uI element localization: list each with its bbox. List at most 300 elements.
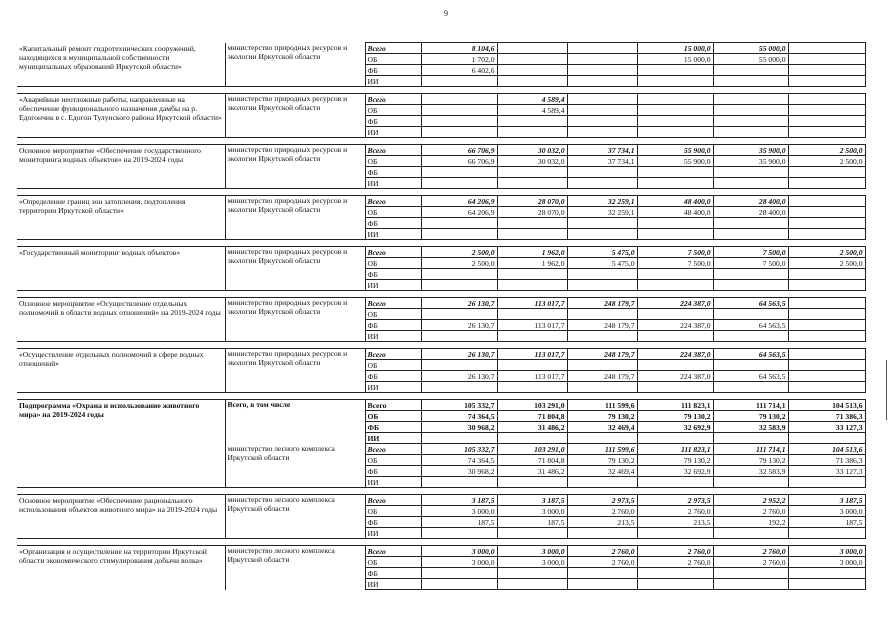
amount-cell: 30 968,2: [421, 466, 497, 477]
amount-cell: [713, 309, 788, 320]
funding-source: ФБ: [365, 269, 421, 280]
activity-name: [17, 444, 225, 488]
amount-cell: 55 900,0: [637, 156, 713, 167]
amount-cell: [788, 320, 865, 331]
funding-source: ФБ: [365, 517, 421, 528]
amount-cell: 66 706,9: [421, 156, 497, 167]
amount-cell: [497, 269, 567, 280]
amount-cell: [497, 568, 567, 579]
amount-cell: 2 500,0: [788, 247, 865, 258]
responsible-executor: министерство природных ресурсов и экологии Иркутской области: [225, 349, 365, 393]
amount-cell: 32 692,9: [637, 466, 713, 477]
amount-cell: [567, 94, 637, 105]
amount-cell: 8 104,6: [421, 43, 497, 54]
amount-cell: [497, 433, 567, 444]
amount-cell: [637, 178, 713, 189]
amount-cell: 64 563,5: [713, 371, 788, 382]
amount-cell: [788, 579, 865, 590]
amount-cell: [567, 43, 637, 54]
table-row: [17, 94, 865, 105]
amount-cell: [788, 167, 865, 178]
activity-name: «Капитальный ремонт гидротехнических сооружений, находящихся в муниципальной собственности муниципальных образований Иркутской области»: [19, 43, 196, 71]
amount-cell: 71 804,8: [497, 411, 567, 422]
amount-cell: [788, 568, 865, 579]
amount-cell: [788, 207, 865, 218]
amount-cell: [713, 94, 788, 105]
funding-source: ОБ: [365, 411, 421, 422]
amount-cell: [637, 280, 713, 291]
amount-cell: [497, 43, 567, 54]
funding-source: ИИ: [365, 178, 421, 189]
amount-cell: 35 900,0: [713, 145, 788, 156]
amount-cell: 213,5: [637, 517, 713, 528]
funding-source: ОБ: [365, 455, 421, 466]
amount-cell: 55 000,0: [713, 43, 788, 54]
amount-cell: [788, 54, 865, 65]
amount-cell: 2 500,0: [788, 145, 865, 156]
funding-source: ОБ: [365, 54, 421, 65]
amount-cell: [637, 269, 713, 280]
amount-cell: 32 583,9: [713, 466, 788, 477]
responsible-executor: министерство природных ресурсов и экологии Иркутской области: [225, 43, 365, 87]
amount-cell: 79 130,2: [567, 455, 637, 466]
amount-cell: 248 179,7: [567, 320, 637, 331]
amount-cell: [788, 127, 865, 138]
funding-source: Всего: [365, 546, 421, 557]
amount-cell: 37 734,1: [567, 145, 637, 156]
amount-cell: 224 387,0: [637, 349, 713, 360]
funding-source: ИИ: [365, 229, 421, 240]
amount-cell: 113 017,7: [497, 349, 567, 360]
amount-cell: 5 475,0: [567, 247, 637, 258]
amount-cell: [637, 579, 713, 590]
amount-cell: 2 760,0: [713, 506, 788, 517]
amount-cell: [713, 65, 788, 76]
amount-cell: [567, 360, 637, 371]
amount-cell: 32 259,1: [567, 207, 637, 218]
amount-cell: 1 962,0: [497, 258, 567, 269]
amount-cell: 213,5: [567, 517, 637, 528]
amount-cell: 2 760,0: [567, 546, 637, 557]
amount-cell: [421, 280, 497, 291]
amount-cell: 113 017,7: [497, 320, 567, 331]
funding-source: ИИ: [365, 280, 421, 291]
amount-cell: [713, 178, 788, 189]
amount-cell: [637, 528, 713, 539]
amount-cell: 28 070,0: [497, 196, 567, 207]
amount-cell: 26 130,7: [421, 320, 497, 331]
activity-name: «Аварийные неотложные работы, направленные на обеспечение функционального назначения дамбы на р. Едогончик в с. Едогон Тулунского района Иркутской области»: [19, 95, 222, 122]
amount-cell: 74 364,5: [421, 455, 497, 466]
amount-cell: [421, 218, 497, 229]
amount-cell: [637, 218, 713, 229]
responsible-executor: министерство природных ресурсов и экологии Иркутской области: [225, 298, 365, 342]
amount-cell: 5 475,0: [567, 258, 637, 269]
amount-cell: 66 706,9: [421, 145, 497, 156]
amount-cell: [637, 94, 713, 105]
amount-cell: [788, 229, 865, 240]
activity-name: «Определение границ зон затопления, подтопления территории Иркутской области»: [19, 197, 186, 215]
amount-cell: 192,2: [713, 517, 788, 528]
funding-source: ИИ: [365, 331, 421, 342]
amount-cell: [788, 269, 865, 280]
funding-source: ОБ: [365, 557, 421, 568]
amount-cell: 1 702,0: [421, 54, 497, 65]
block-separator: [17, 393, 865, 400]
amount-cell: [788, 178, 865, 189]
funding-source: ОБ: [365, 105, 421, 116]
amount-cell: [421, 76, 497, 87]
amount-cell: [421, 360, 497, 371]
amount-cell: [788, 528, 865, 539]
amount-cell: 7 500,0: [713, 258, 788, 269]
amount-cell: 71 386,3: [788, 411, 865, 422]
amount-cell: [788, 382, 865, 393]
block-separator: [17, 138, 865, 145]
amount-cell: [637, 309, 713, 320]
amount-cell: 3 000,0: [788, 546, 865, 557]
amount-cell: 3 187,5: [788, 495, 865, 506]
amount-cell: [788, 360, 865, 371]
amount-cell: 37 734,1: [567, 156, 637, 167]
amount-cell: 26 130,7: [421, 298, 497, 309]
amount-cell: 32 259,1: [567, 196, 637, 207]
amount-cell: [713, 382, 788, 393]
amount-cell: 28 400,0: [713, 196, 788, 207]
table-row: [17, 349, 865, 360]
funding-source: ОБ: [365, 360, 421, 371]
amount-cell: [788, 196, 865, 207]
amount-cell: 187,5: [497, 517, 567, 528]
funding-source: ФБ: [365, 320, 421, 331]
amount-cell: [788, 76, 865, 87]
amount-cell: [637, 433, 713, 444]
amount-cell: [497, 331, 567, 342]
amount-cell: [421, 116, 497, 127]
funding-source: ИИ: [365, 76, 421, 87]
responsible-executor: министерство лесного комплекса Иркутской области: [225, 444, 365, 488]
amount-cell: [713, 280, 788, 291]
amount-cell: [421, 382, 497, 393]
table-row: [17, 247, 865, 258]
amount-cell: 111 714,1: [713, 400, 788, 411]
amount-cell: 3 187,5: [421, 495, 497, 506]
amount-cell: 15 000,0: [637, 54, 713, 65]
activity-name: Основное мероприятие «Обеспечение рационального использования объектов животного мира» на 2019-2024 годы: [19, 496, 218, 514]
funding-source: ИИ: [365, 579, 421, 590]
block-separator: [17, 189, 865, 196]
amount-cell: 187,5: [788, 517, 865, 528]
funding-source: Всего: [365, 196, 421, 207]
funding-source: ФБ: [365, 422, 421, 433]
amount-cell: 79 130,2: [637, 411, 713, 422]
responsible-executor: министерство природных ресурсов и экологии Иркутской области: [225, 145, 365, 189]
amount-cell: [713, 579, 788, 590]
funding-source: ИИ: [365, 127, 421, 138]
amount-cell: 111 823,1: [637, 400, 713, 411]
block-separator: [17, 87, 865, 94]
amount-cell: [637, 229, 713, 240]
amount-cell: 64 563,5: [713, 349, 788, 360]
amount-cell: 7 500,0: [637, 247, 713, 258]
funding-source: ФБ: [365, 116, 421, 127]
amount-cell: [567, 105, 637, 116]
amount-cell: 64 206,9: [421, 196, 497, 207]
amount-cell: [567, 54, 637, 65]
amount-cell: 31 486,2: [497, 422, 567, 433]
block-separator: [17, 240, 865, 247]
amount-cell: 32 583,9: [713, 422, 788, 433]
amount-cell: [567, 229, 637, 240]
amount-cell: [788, 349, 865, 360]
amount-cell: 64 563,5: [713, 320, 788, 331]
amount-cell: [567, 568, 637, 579]
amount-cell: 74 364,5: [421, 411, 497, 422]
amount-cell: [497, 76, 567, 87]
amount-cell: 32 692,9: [637, 422, 713, 433]
amount-cell: [567, 218, 637, 229]
table-row: [17, 546, 865, 557]
amount-cell: [713, 528, 788, 539]
amount-cell: 105 332,7: [421, 444, 497, 455]
amount-cell: 3 000,0: [497, 546, 567, 557]
amount-cell: 187,5: [421, 517, 497, 528]
activity-name: Подпрограмма «Охрана и использование животного мира» на 2019-2024 годы: [19, 401, 200, 419]
activity-name: «Осуществление отдельных полномочий в сфере водных отношений»: [19, 350, 204, 368]
amount-cell: 2 760,0: [637, 546, 713, 557]
amount-cell: [567, 178, 637, 189]
amount-cell: [567, 76, 637, 87]
amount-cell: 113 017,7: [497, 371, 567, 382]
amount-cell: 71 804,8: [497, 455, 567, 466]
amount-cell: [713, 127, 788, 138]
amount-cell: [497, 127, 567, 138]
amount-cell: 224 387,0: [637, 371, 713, 382]
amount-cell: [788, 477, 865, 488]
amount-cell: [567, 331, 637, 342]
funding-source: Всего: [365, 495, 421, 506]
amount-cell: 35 900,0: [713, 156, 788, 167]
page-number: 9: [444, 9, 448, 18]
amount-cell: [497, 528, 567, 539]
amount-cell: 79 130,2: [567, 411, 637, 422]
amount-cell: [421, 229, 497, 240]
amount-cell: 248 179,7: [567, 349, 637, 360]
funding-source: ИИ: [365, 477, 421, 488]
amount-cell: 224 387,0: [637, 298, 713, 309]
table-row: [17, 196, 865, 207]
amount-cell: [497, 229, 567, 240]
amount-cell: [567, 579, 637, 590]
amount-cell: [713, 218, 788, 229]
amount-cell: [637, 568, 713, 579]
responsible-executor: министерство природных ресурсов и экологии Иркутской области: [225, 94, 365, 138]
amount-cell: 3 000,0: [497, 506, 567, 517]
funding-source: Всего: [365, 349, 421, 360]
funding-source: Всего: [365, 400, 421, 411]
amount-cell: 48 400,0: [637, 207, 713, 218]
amount-cell: [637, 105, 713, 116]
amount-cell: 33 127,3: [788, 466, 865, 477]
amount-cell: [788, 94, 865, 105]
amount-cell: [421, 528, 497, 539]
amount-cell: [637, 167, 713, 178]
amount-cell: [567, 382, 637, 393]
amount-cell: [788, 309, 865, 320]
amount-cell: [713, 331, 788, 342]
amount-cell: 30 032,0: [497, 145, 567, 156]
funding-source: ОБ: [365, 506, 421, 517]
amount-cell: 2 973,5: [637, 495, 713, 506]
amount-cell: [713, 116, 788, 127]
amount-cell: [421, 309, 497, 320]
funding-source: Всего: [365, 247, 421, 258]
amount-cell: [713, 269, 788, 280]
funding-source: ОБ: [365, 207, 421, 218]
amount-cell: 79 130,2: [713, 411, 788, 422]
amount-cell: [637, 76, 713, 87]
amount-cell: [497, 309, 567, 320]
funding-source: Всего: [365, 94, 421, 105]
amount-cell: 104 513,6: [788, 400, 865, 411]
amount-cell: 79 130,2: [637, 455, 713, 466]
amount-cell: 2 500,0: [421, 258, 497, 269]
funding-source: ОБ: [365, 258, 421, 269]
activity-name: «Организация и осуществление на территории Иркутской области экономического стимулирования добычи волка»: [19, 547, 207, 565]
amount-cell: 79 130,2: [713, 455, 788, 466]
amount-cell: [713, 229, 788, 240]
scan-edge-line: [886, 360, 887, 420]
funding-source: Всего: [365, 43, 421, 54]
amount-cell: 33 127,3: [788, 422, 865, 433]
amount-cell: [637, 477, 713, 488]
amount-cell: 55 900,0: [637, 145, 713, 156]
amount-cell: 28 070,0: [497, 207, 567, 218]
amount-cell: [567, 280, 637, 291]
amount-cell: [497, 167, 567, 178]
amount-cell: 1 962,0: [497, 247, 567, 258]
funding-source: ОБ: [365, 156, 421, 167]
amount-cell: 30 968,2: [421, 422, 497, 433]
amount-cell: [713, 105, 788, 116]
amount-cell: 15 000,0: [637, 43, 713, 54]
amount-cell: [567, 269, 637, 280]
activity-name: «Государственный мониторинг водных объектов»: [19, 248, 181, 257]
amount-cell: 103 291,0: [497, 400, 567, 411]
amount-cell: 2 500,0: [788, 156, 865, 167]
amount-cell: [713, 76, 788, 87]
amount-cell: 3 000,0: [421, 546, 497, 557]
amount-cell: [788, 331, 865, 342]
amount-cell: 2 952,2: [713, 495, 788, 506]
amount-cell: 30 032,0: [497, 156, 567, 167]
amount-cell: 224 387,0: [637, 320, 713, 331]
amount-cell: 64 206,9: [421, 207, 497, 218]
amount-cell: 2 500,0: [788, 258, 865, 269]
amount-cell: 26 130,7: [421, 371, 497, 382]
amount-cell: [421, 94, 497, 105]
amount-cell: [497, 382, 567, 393]
amount-cell: [567, 116, 637, 127]
amount-cell: [567, 477, 637, 488]
amount-cell: 6 402,6: [421, 65, 497, 76]
amount-cell: [788, 43, 865, 54]
amount-cell: [567, 65, 637, 76]
amount-cell: 104 513,6: [788, 444, 865, 455]
funding-source: Всего: [365, 145, 421, 156]
table-row: [17, 145, 865, 156]
funding-source: ФБ: [365, 167, 421, 178]
amount-cell: 113 017,7: [497, 298, 567, 309]
amount-cell: [421, 331, 497, 342]
amount-cell: [788, 218, 865, 229]
amount-cell: [567, 528, 637, 539]
amount-cell: [421, 433, 497, 444]
funding-source: ИИ: [365, 528, 421, 539]
amount-cell: [788, 116, 865, 127]
funding-source: ИИ: [365, 433, 421, 444]
amount-cell: 103 291,0: [497, 444, 567, 455]
amount-cell: 248 179,7: [567, 298, 637, 309]
amount-cell: [497, 65, 567, 76]
amount-cell: [567, 167, 637, 178]
table-row: [17, 400, 865, 411]
table-row: [17, 495, 865, 506]
amount-cell: 2 760,0: [637, 557, 713, 568]
responsible-executor: Всего, в том числе: [225, 400, 365, 444]
amount-cell: [788, 371, 865, 382]
amount-cell: [637, 382, 713, 393]
table-row: [17, 298, 865, 309]
amount-cell: [497, 579, 567, 590]
amount-cell: 3 000,0: [497, 557, 567, 568]
amount-cell: [788, 105, 865, 116]
funding-source: ФБ: [365, 568, 421, 579]
amount-cell: 2 760,0: [567, 506, 637, 517]
activity-name: Основное мероприятие «Осуществление отдельных полномочий в области водных отношений» на 2019-2024 годы: [19, 299, 221, 317]
funding-source: ФБ: [365, 65, 421, 76]
amount-cell: [421, 579, 497, 590]
amount-cell: [497, 360, 567, 371]
amount-cell: [497, 116, 567, 127]
amount-cell: 7 500,0: [637, 258, 713, 269]
amount-cell: [788, 280, 865, 291]
amount-cell: [421, 105, 497, 116]
amount-cell: [637, 360, 713, 371]
amount-cell: [713, 477, 788, 488]
funding-source: ОБ: [365, 309, 421, 320]
amount-cell: 4 589,4: [497, 105, 567, 116]
amount-cell: [637, 127, 713, 138]
amount-cell: [421, 477, 497, 488]
amount-cell: 3 000,0: [788, 557, 865, 568]
amount-cell: 4 589,4: [497, 94, 567, 105]
amount-cell: [497, 54, 567, 65]
amount-cell: [788, 433, 865, 444]
amount-cell: 64 563,5: [713, 298, 788, 309]
block-separator: [17, 539, 865, 546]
amount-cell: [637, 116, 713, 127]
budget-table: [17, 42, 866, 590]
amount-cell: 111 823,1: [637, 444, 713, 455]
amount-cell: 48 400,0: [637, 196, 713, 207]
amount-cell: 55 000,0: [713, 54, 788, 65]
responsible-executor: министерство лесного комплекса Иркутской области: [225, 495, 365, 539]
amount-cell: 32 469,4: [567, 422, 637, 433]
amount-cell: 111 599,6: [567, 400, 637, 411]
amount-cell: 111 714,1: [713, 444, 788, 455]
amount-cell: [637, 65, 713, 76]
